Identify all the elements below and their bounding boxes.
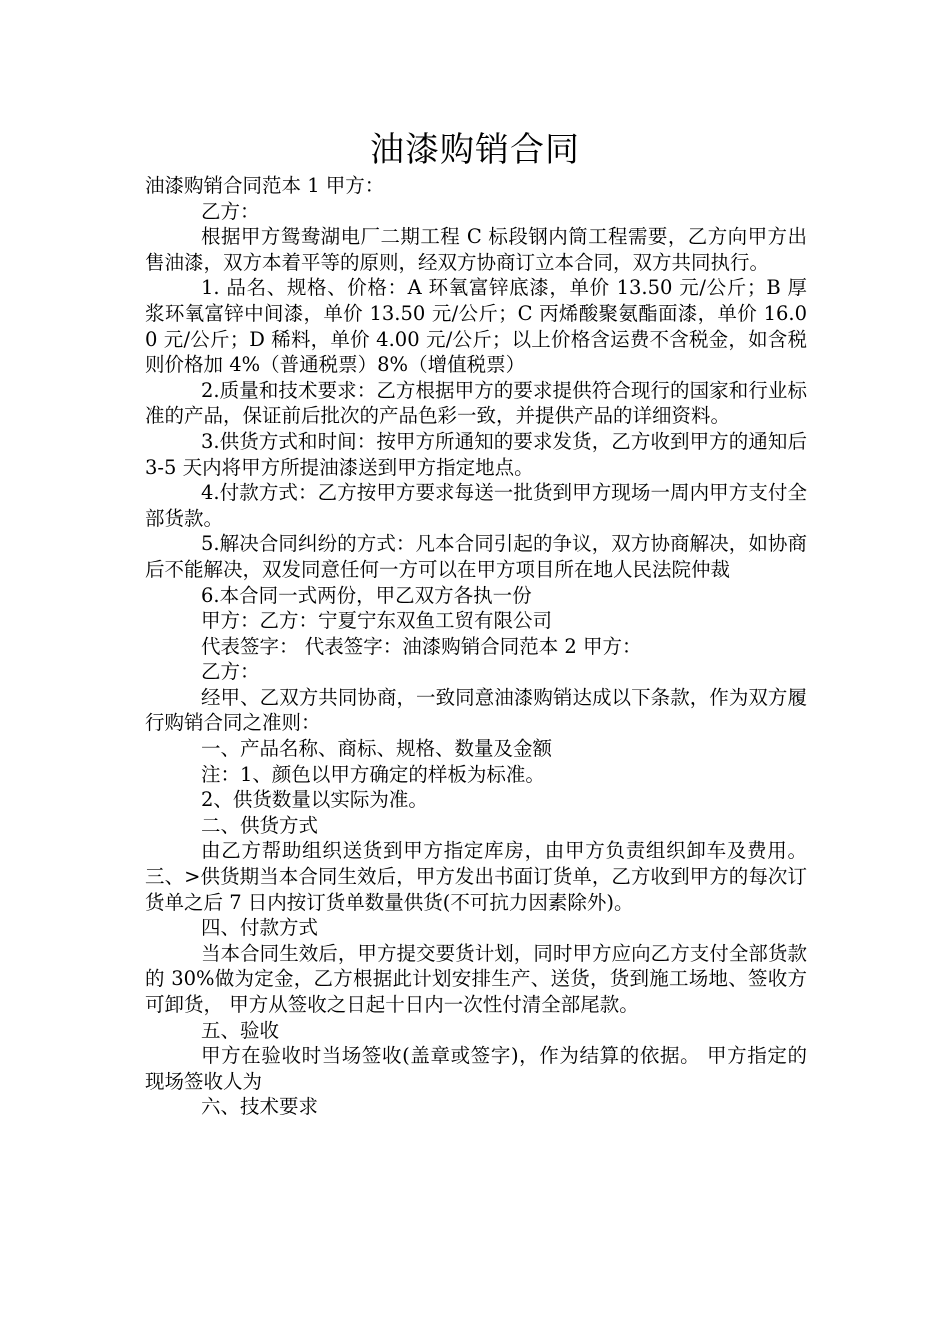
paragraph: 六、技术要求 — [201, 1095, 319, 1119]
paragraph: 乙方： — [201, 660, 260, 684]
document-title: 油漆购销合同 — [370, 130, 580, 170]
paragraph: 五、验收 — [201, 1018, 280, 1042]
paragraph: 乙方： — [201, 199, 260, 223]
paragraph: 经甲、乙双方共同协商，一致同意油漆购销达成以下条款，作为双方履行购销合同之准则： — [145, 685, 807, 735]
paragraph: 注：1、颜色以甲方确定的样板为标准。 — [201, 762, 545, 786]
paragraph: 4.付款方式：乙方按甲方要求每送一批货到甲方现场一周内甲方支付全部货款。 — [145, 481, 807, 530]
paragraph: 5.解决合同纠纷的方式：凡本合同引起的争议，双方协商解决，如协商后不能解决，双发同意任何一方可以在甲方项目所在地人民法院仲裁 — [145, 532, 807, 581]
paragraph: 6.本合同一式两份，甲乙双方各执一份 — [201, 583, 532, 607]
paragraph: 当本合同生效后，甲方提交要货计划，同时甲方应向乙方支付全部货款的 30%做为定金，乙方根据此计划安排生产、送货，货到施工场地、签收方可卸货， 甲方从签收之日起十日内一次性付清全部尾款。 — [145, 941, 807, 1016]
paragraph: 1. 品名、规格、价格：A 环氧富锌底漆，单价 13.50 元/公斤；B 厚浆环氧富锌中间漆，单价 13.50 元/公斤；C 丙烯酸聚氨酯面漆，单价 16.00 元/公斤；D 稀料，单价 4.00 元/公斤；以上价格含运费不含税金，如含税则价格加 4%（普通税票）8%（增值税票） — [145, 276, 807, 377]
paragraph: 2、供货数量以实际为准。 — [201, 788, 428, 812]
paragraph: 一、产品名称、商标、规格、数量及金额 — [201, 737, 553, 761]
paragraph: 2.质量和技术要求：乙方根据甲方的要求提供符合现行的国家和行业标准的产品，保证前后批次的产品色彩一致，并提供产品的详细资料。 — [145, 378, 807, 428]
paragraph: 3.供货方式和时间：按甲方所通知的要求发货，乙方收到甲方的通知后 3-5 天内将甲方所提油漆送到甲方指定地点。 — [145, 429, 807, 479]
paragraph: 甲方在验收时当场签收(盖章或签字)，作为结算的依据。 甲方指定的现场签收人为 — [145, 1044, 807, 1093]
paragraph: 由乙方帮助组织送货到甲方指定库房，由甲方负责组织卸车及费用。三、>供货期当本合同生效后，甲方发出书面订货单，乙方收到甲方的每次订货单之后 7 日内按订货单数量供货(不可抗力因素除外)。 — [145, 839, 807, 914]
paragraph: 二、供货方式 — [201, 813, 319, 837]
paragraph: 四、付款方式 — [201, 916, 319, 940]
paragraph: 根据甲方鸳鸯湖电厂二期工程 C 标段钢内筒工程需要，乙方向甲方出售油漆，双方本着平等的原则，经双方协商订立本合同，双方共同执行。 — [145, 225, 807, 274]
document-body — [145, 173, 807, 1120]
paragraph: 代表签字： 代表签字：油漆购销合同范本 2 甲方： — [201, 634, 642, 658]
paragraph: 甲方：乙方：宁夏宁东双鱼工贸有限公司 — [201, 609, 553, 633]
paragraph: 油漆购销合同范本 1 甲方： — [145, 174, 385, 197]
